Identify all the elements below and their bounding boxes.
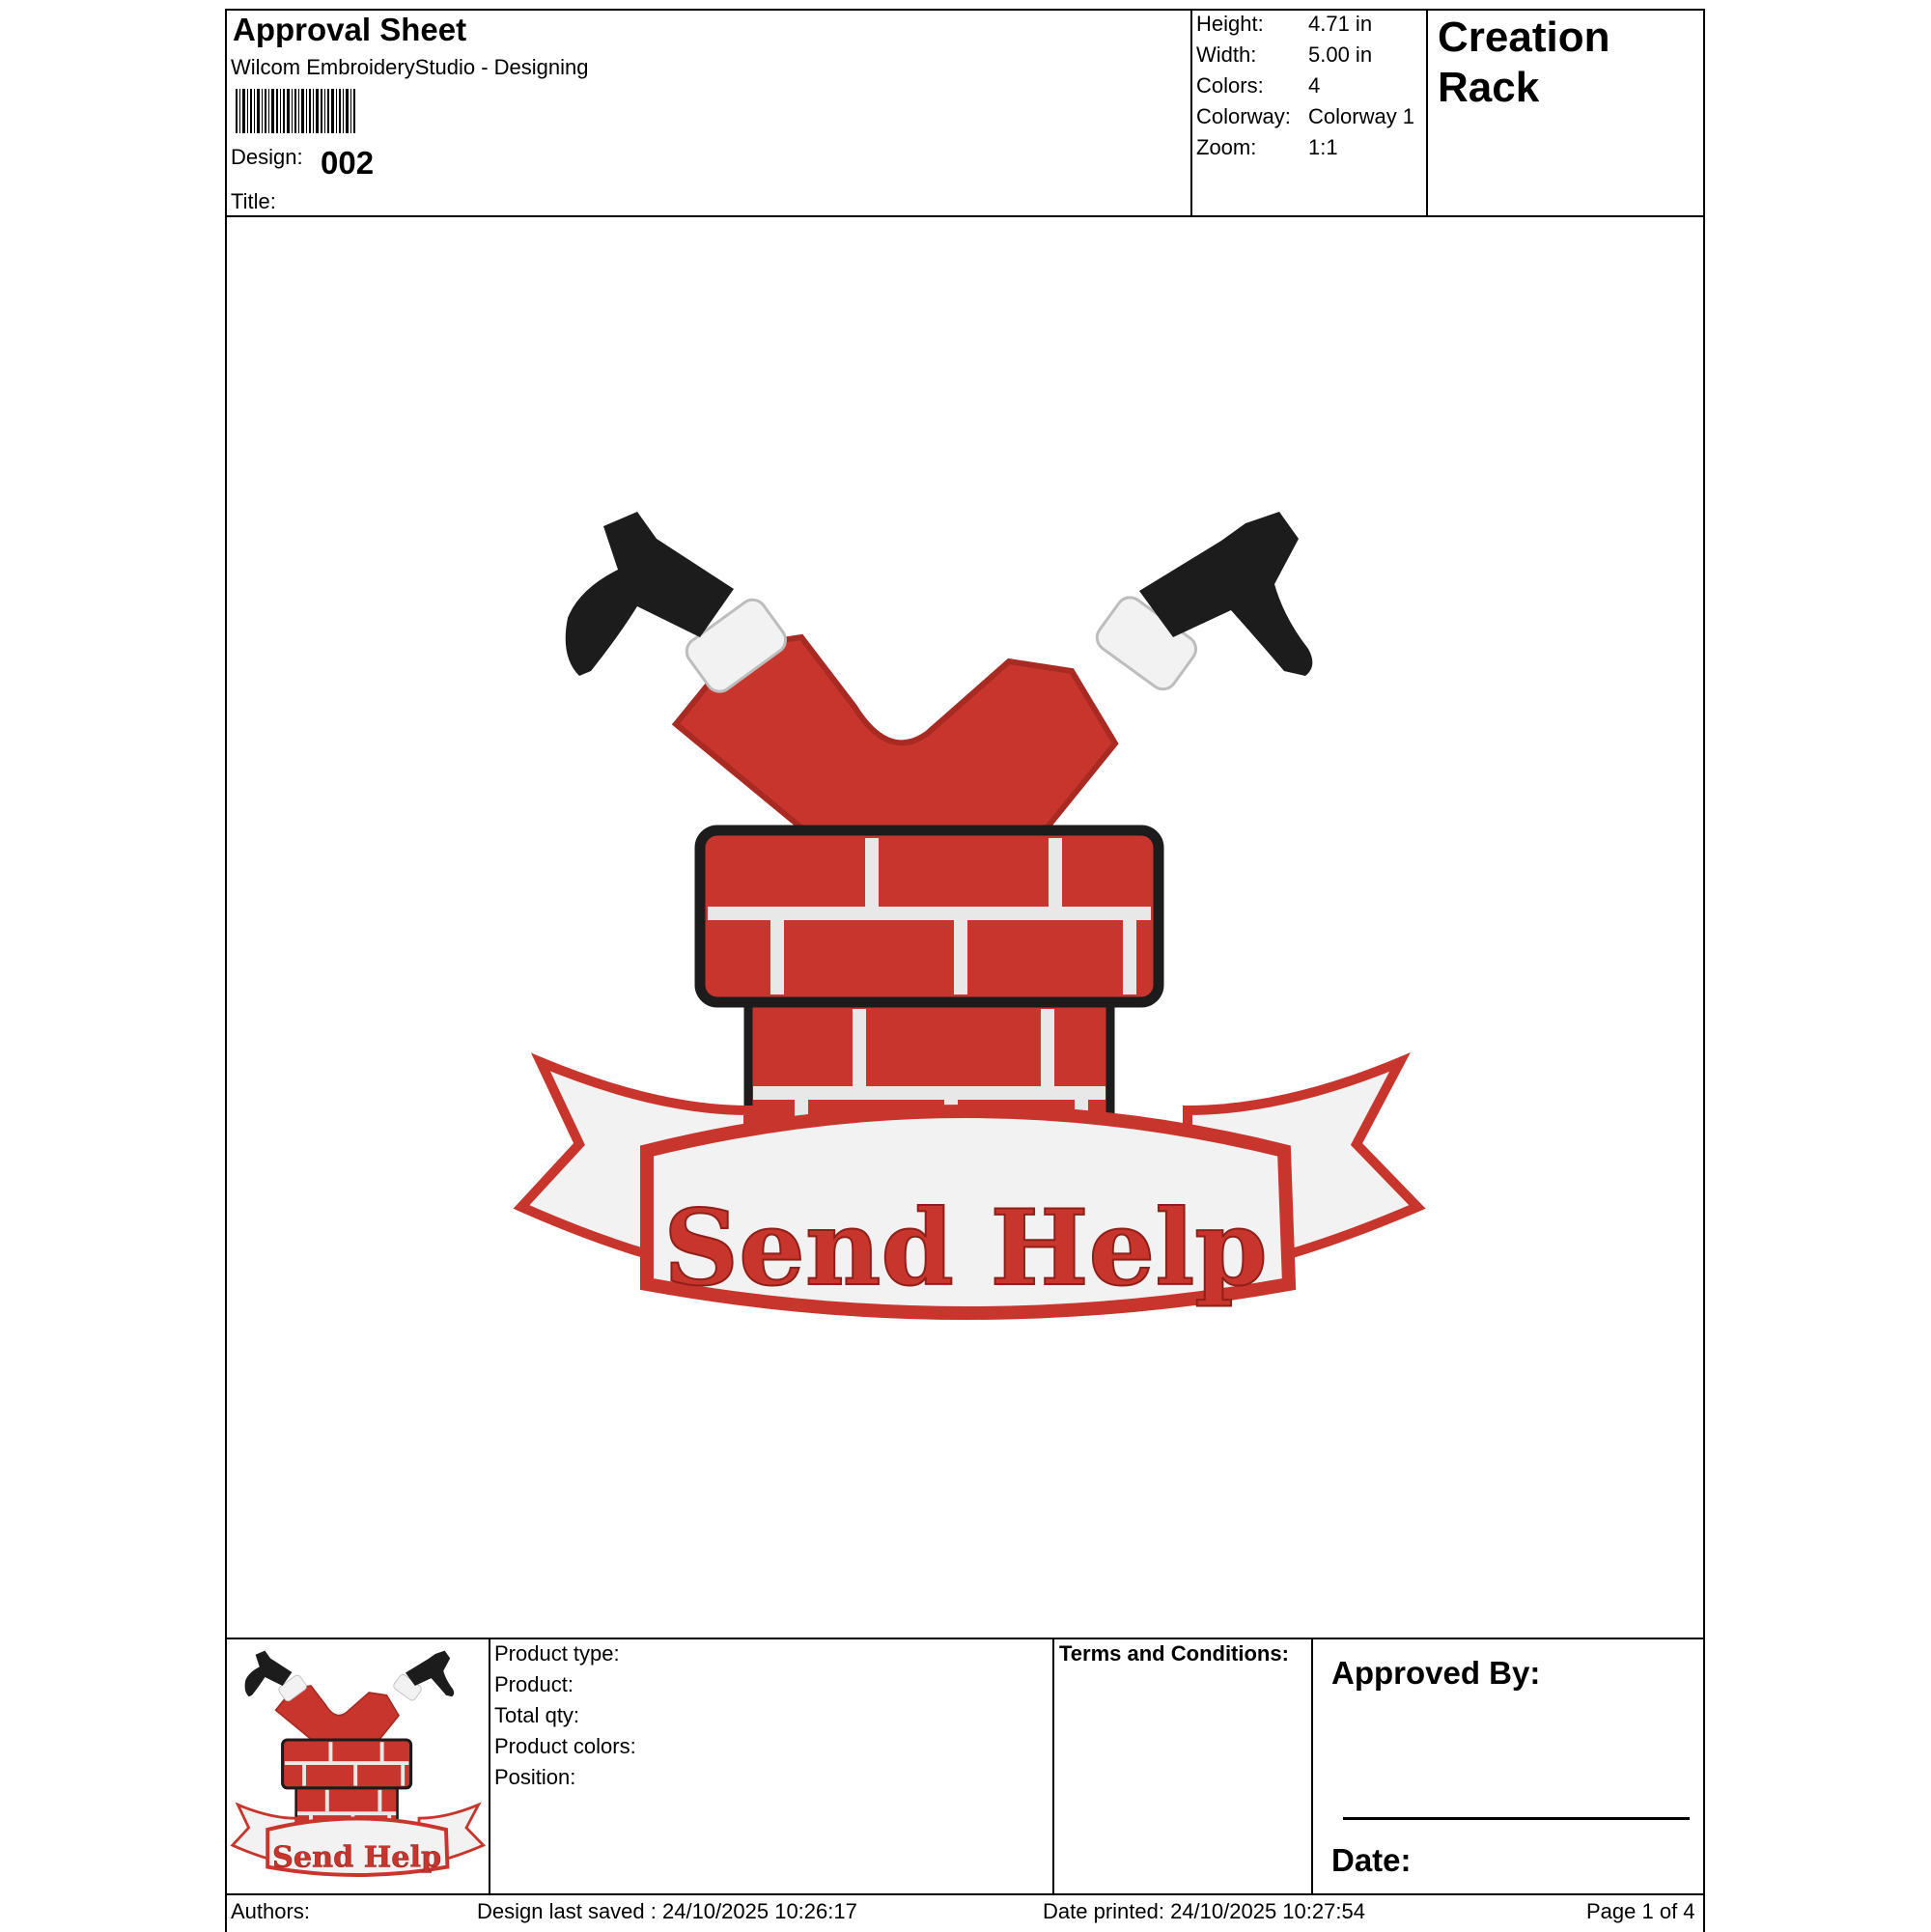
total-qty-label: Total qty: xyxy=(494,1703,580,1727)
product-label: Product: xyxy=(494,1672,574,1696)
thumbnail-banner-text: Send Help xyxy=(272,1840,442,1875)
title-label: Title: xyxy=(231,189,276,213)
spec-zoom-value: 1:1 xyxy=(1308,135,1338,159)
frame-top xyxy=(225,9,1705,11)
company-name-line2: Rack xyxy=(1438,64,1540,111)
spec-colorway-value: Colorway 1 xyxy=(1308,104,1415,128)
spec-width-value: 5.00 in xyxy=(1308,42,1373,67)
footer-last-saved: Design last saved : 24/10/2025 10:26:17 xyxy=(477,1899,857,1923)
position-label: Position: xyxy=(494,1765,576,1789)
header-spec-divider xyxy=(1190,9,1192,217)
design-preview xyxy=(512,502,1429,1352)
design-label: Design: xyxy=(231,145,303,169)
spec-colors-value: 4 xyxy=(1308,73,1321,98)
footer-divider xyxy=(225,1893,1705,1895)
header-company-divider xyxy=(1426,9,1428,217)
spec-colors-label: Colors: xyxy=(1196,73,1264,98)
spec-colorway-label: Colorway: xyxy=(1196,104,1291,128)
terms-divider xyxy=(1052,1638,1054,1894)
product-type-label: Product type: xyxy=(494,1641,620,1666)
date-label: Date: xyxy=(1331,1842,1412,1878)
design-value: 002 xyxy=(321,145,375,181)
spec-height-value: 4.71 in xyxy=(1308,12,1373,36)
bottom-panel-divider xyxy=(225,1638,1705,1639)
company-name-line1: Creation xyxy=(1438,14,1610,61)
spec-height-label: Height: xyxy=(1196,12,1264,36)
footer-page-number: Page 1 of 4 xyxy=(1586,1899,1695,1923)
header-divider xyxy=(225,215,1705,217)
terms-label: Terms and Conditions: xyxy=(1059,1641,1289,1666)
thumb-divider xyxy=(489,1638,490,1894)
design-thumbnail xyxy=(230,1646,487,1888)
spec-width-label: Width: xyxy=(1196,42,1257,67)
signature-line[interactable] xyxy=(1343,1817,1690,1820)
sheet-title: Approval Sheet xyxy=(233,12,467,47)
banner-text: Send Help xyxy=(663,1188,1268,1309)
software-name: Wilcom EmbroideryStudio - Designing xyxy=(231,55,589,79)
frame-right xyxy=(1703,9,1705,1932)
product-colors-label: Product colors: xyxy=(494,1734,636,1758)
footer-date-printed: Date printed: 24/10/2025 10:27:54 xyxy=(1043,1899,1365,1923)
approved-by-label: Approved By: xyxy=(1331,1655,1541,1691)
approval-divider xyxy=(1311,1638,1313,1894)
footer-authors: Authors: xyxy=(231,1899,310,1923)
barcode-icon xyxy=(236,89,355,133)
spec-zoom-label: Zoom: xyxy=(1196,135,1257,159)
frame-left xyxy=(225,9,227,1932)
